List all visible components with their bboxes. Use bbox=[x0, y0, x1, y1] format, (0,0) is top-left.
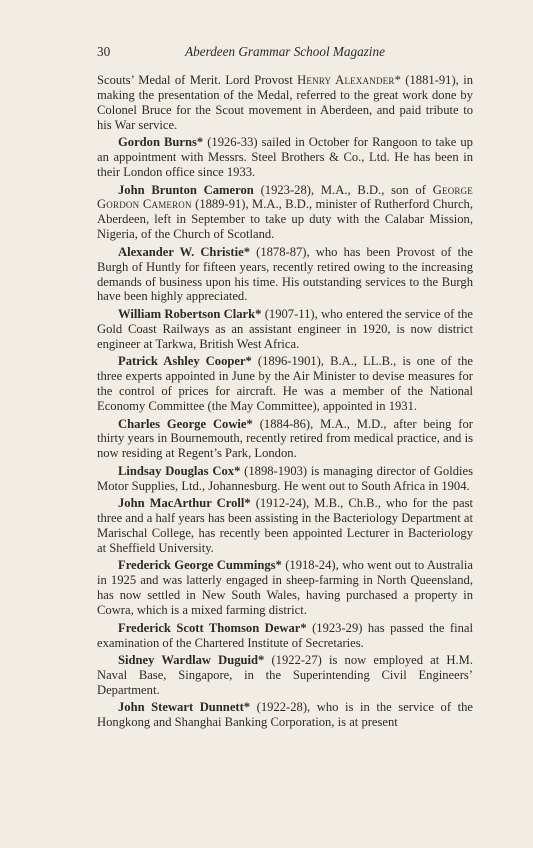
article-text bbox=[97, 73, 473, 733]
person-name: Gordon Burns* bbox=[118, 135, 204, 150]
paragraph bbox=[97, 135, 473, 180]
paragraph bbox=[97, 183, 473, 243]
text-segment: (1898-1903) is managing director of Goldies Motor Supplies, Ltd., Johannesburg. He went out to South Africa in 1904. bbox=[97, 463, 473, 493]
person-name-smallcaps: Henry Alexander bbox=[297, 73, 395, 87]
person-name: Patrick Ashley Cooper* bbox=[118, 354, 252, 369]
text-segment: (1896-1901), B.A., LL.B., is one of the three experts appointed in June by the Air Minister to devise measures for the control of prices for aircraft. He was a member of the National Economy Committee (the May Committee), appointed in 1931. bbox=[97, 354, 473, 413]
person-name: John MacArthur Croll* bbox=[118, 496, 251, 511]
page-number: 30 bbox=[97, 44, 111, 59]
text-segment: (1922-28), who is in the service of the Hongkong and Shanghai Banking Corporation, is at present bbox=[97, 700, 473, 730]
paragraph bbox=[97, 307, 473, 352]
person-name: Lindsay Douglas Cox* bbox=[118, 463, 241, 478]
text-segment: (1889-91), M.A., B.D., minister of Rutherford Church, Aberdeen, left in September to take up duty with the Calabar Mission, Nigeria, of the Church of Scotland. bbox=[97, 197, 473, 242]
text-segment: (1912-24), M.B., Ch.B., who for the past three and a half years has been assisting in the Bacteriology Department at Marischal College, has recently been appointed Lecturer in Bacteriology at Sheffield University. bbox=[97, 496, 473, 555]
paragraph bbox=[97, 496, 473, 556]
text-segment: (1884-86), M.A., M.D., after being for thirty years in Bournemouth, recently retired from medical practice, and is now residing at Regent’s Park, London. bbox=[97, 416, 473, 461]
paragraph bbox=[97, 700, 473, 730]
paragraph bbox=[97, 464, 473, 494]
person-name: John Brunton Cameron bbox=[118, 182, 254, 197]
person-name: William Robertson Clark* bbox=[118, 306, 262, 321]
journal-title: Aberdeen Grammar School Magazine bbox=[185, 44, 385, 59]
person-name: Frederick George Cummings* bbox=[118, 558, 282, 573]
person-name: Frederick Scott Thomson Dewar* bbox=[118, 620, 307, 635]
text-segment: (1878-87), who has been Provost of the Burgh of Huntly for fifteen years, recently retired owing to the increasing demands of business upon his time. His outstanding services to the Burgh have been highly appreciated. bbox=[97, 244, 473, 304]
paragraph bbox=[97, 558, 473, 618]
person-name-smallcaps: George Gordon Cameron bbox=[97, 182, 473, 212]
person-name: Charles George Cowie* bbox=[118, 416, 253, 431]
paragraph bbox=[97, 417, 473, 462]
paragraph bbox=[97, 245, 473, 305]
text-segment: * (1881-91), in making the presentation of the Medal, referred to the great work done by Colonel Bruce for the Scout movement in Aberdeen, and paid tribute to his War service. bbox=[97, 73, 474, 132]
text-segment: (1923-29) has passed the final examination of the Chartered Institute of Secretaries. bbox=[97, 620, 473, 650]
text-segment: (1918-24), who went out to Australia in 1925 and was latterly engaged in sheep-farming in North Queensland, has now settled in New South Wales, having purchased a property in Cowra, which is a mixed farming district. bbox=[97, 558, 473, 618]
paragraph bbox=[97, 354, 473, 414]
text-segment: (1923-28), M.A., B.D., son of bbox=[253, 182, 433, 197]
text-segment: (1926-33) sailed in October for Rangoon to take up an appointment with Messrs. Steel Brothers & Co., Ltd. He has been in their London office since 1933. bbox=[97, 135, 473, 180]
paragraph bbox=[97, 621, 473, 651]
text-segment: (1907-11), who entered the service of the Gold Coast Railways as an assistant engineer in 1920, is now district engineer at Tarkwa, British West Africa. bbox=[97, 306, 474, 351]
text-segment: (1922-27) is now employed at H.M. Naval Base, Singapore, in the Superintending Civil Engineers’ Department. bbox=[97, 653, 473, 697]
person-name: Sidney Wardlaw Duguid* bbox=[118, 653, 265, 668]
paragraph bbox=[97, 653, 473, 698]
person-name: John Stewart Dunnett* bbox=[118, 700, 251, 715]
text-segment: Scouts’ Medal of Merit. Lord Provost bbox=[97, 73, 298, 87]
running-head bbox=[97, 42, 473, 62]
person-name: Alexander W. Christie* bbox=[118, 244, 251, 259]
paragraph bbox=[97, 73, 473, 133]
